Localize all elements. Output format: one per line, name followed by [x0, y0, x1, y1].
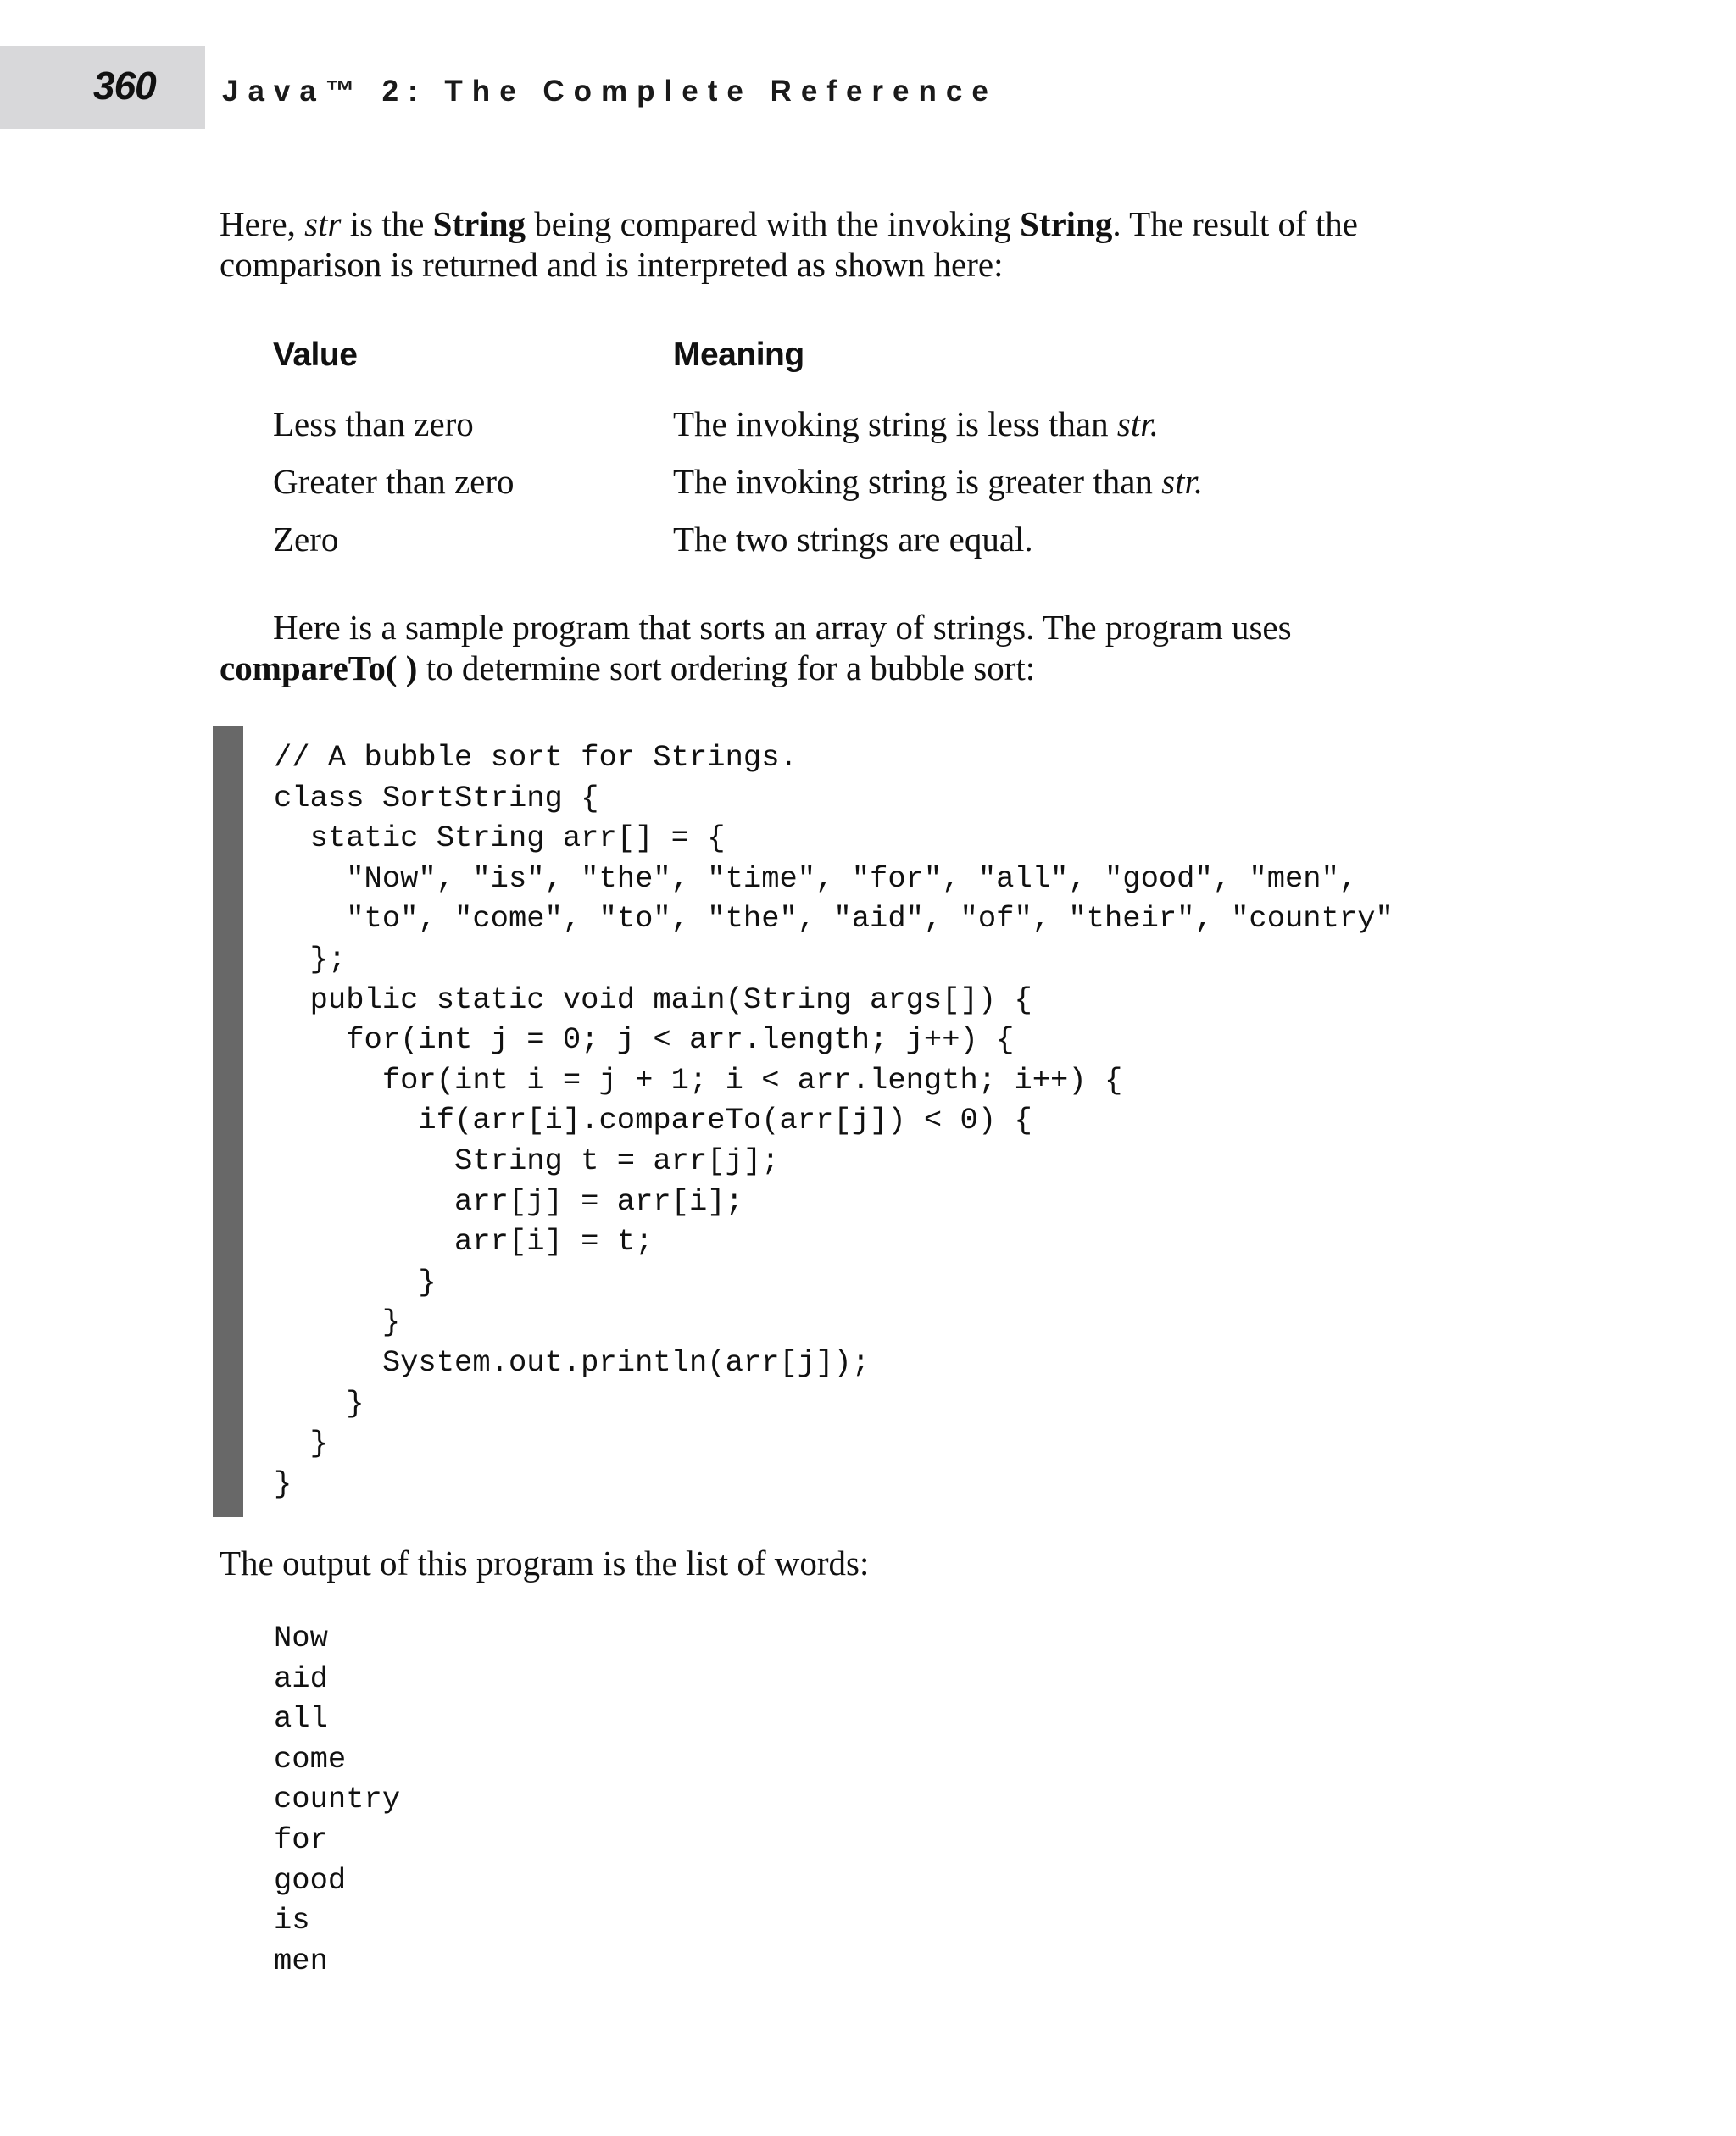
sample-paragraph-line-1: Here is a sample program that sorts an array of strings. The program uses [273, 608, 1292, 647]
intro-text: Here, [220, 204, 305, 243]
table-header-value: Value [273, 337, 358, 373]
output-word: Now [274, 1621, 328, 1655]
output-word: come [274, 1741, 347, 1777]
code-line: public static void main(String args[]) { [274, 982, 1032, 1017]
output-word-list [274, 1618, 400, 1981]
intro-text: being compared with the invoking [526, 204, 1021, 243]
code-line: System.out.println(arr[j]); [274, 1344, 871, 1380]
output-word: is [274, 1903, 310, 1939]
intro-paragraph-line-1 [220, 203, 1440, 244]
table-cell-value: Less than zero [273, 404, 474, 443]
page-number: 360 [93, 64, 156, 108]
code-line: static String arr[] = { [274, 820, 726, 856]
table-cell-value: Zero [273, 520, 339, 559]
intro-str-term: str [304, 204, 342, 243]
code-line: arr[i] = t; [274, 1224, 654, 1260]
table-cell-value: Greater than zero [273, 462, 515, 501]
output-word: good [274, 1862, 347, 1898]
code-listing [274, 737, 1394, 1504]
table-header-meaning: Meaning [673, 337, 804, 373]
meaning-str-term: str. [1116, 404, 1159, 443]
code-line: }; [274, 941, 347, 976]
code-line: class SortString { [274, 780, 599, 815]
meaning-text: The invoking string is less than [673, 404, 1117, 443]
meaning-text: The invoking string is greater than [673, 462, 1162, 501]
code-line: // A bubble sort for Strings. [274, 740, 798, 775]
table-cell-meaning [673, 461, 1203, 502]
output-intro: The output of this program is the list of words: [220, 1544, 870, 1583]
code-line: "Now", "is", "the", "time", "for", "all", "good", "men", [274, 860, 1358, 896]
meaning-str-term: str. [1161, 462, 1204, 501]
code-listing-bar [213, 726, 243, 1517]
intro-string-term: String [1020, 204, 1113, 243]
table-cell-meaning: The two strings are equal. [673, 520, 1033, 559]
running-title: Java™ 2: The Complete Reference [222, 75, 998, 108]
code-line: String t = arr[j]; [274, 1143, 780, 1178]
code-line: } [274, 1264, 437, 1299]
code-line: arr[j] = arr[i]; [274, 1183, 743, 1219]
code-line: "to", "come", "to", "the", "aid", "of", "their", "country" [274, 901, 1394, 937]
code-line: if(arr[i].compareTo(arr[j]) < 0) { [274, 1103, 1032, 1138]
output-word: aid [274, 1660, 328, 1696]
sample-text: to determine sort ordering for a bubble sort: [417, 648, 1036, 687]
intro-paragraph-line-2: comparison is returned and is interpreted as shown here: [220, 245, 1004, 284]
intro-text: . The result of the [1112, 204, 1358, 243]
code-line: } [274, 1426, 328, 1461]
intro-text: is the [341, 204, 433, 243]
code-line: for(int i = j + 1; i < arr.length; i++) { [274, 1062, 1123, 1098]
output-word: for [274, 1822, 328, 1857]
code-line: for(int j = 0; j < arr.length; j++) { [274, 1022, 1015, 1058]
code-line: } [274, 1304, 401, 1340]
output-word: all [274, 1701, 328, 1737]
table-cell-meaning [673, 403, 1159, 444]
compareto-term: compareTo( ) [220, 648, 418, 687]
sample-paragraph-line-2 [220, 648, 1440, 688]
code-line: } [274, 1385, 364, 1421]
output-word: country [274, 1782, 401, 1817]
output-word: men [274, 1943, 328, 1978]
intro-string-term: String [432, 204, 526, 243]
code-line: } [274, 1466, 292, 1501]
